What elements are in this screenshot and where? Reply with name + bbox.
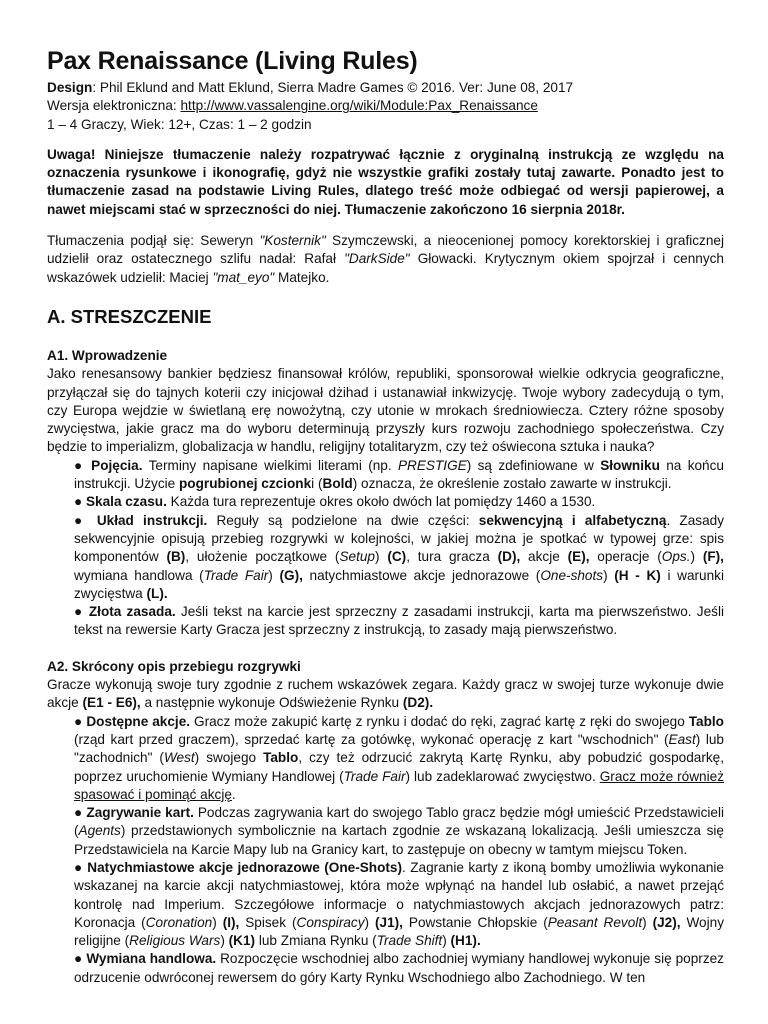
bullet-text: Terminy napisane wielkimi literami (np.: [142, 457, 398, 473]
a2-bullet-playing-cards: [47, 804, 724, 859]
bullet-bold: (I),: [222, 914, 240, 930]
bullet-label: ● Układ instrukcji.: [74, 512, 208, 528]
a2-bullet-one-shots: [47, 859, 724, 950]
bullet-text: ): [642, 914, 653, 930]
bullet-label: ● Wymiana handlowa.: [74, 951, 217, 967]
a2-intro: [47, 676, 724, 713]
bullet-label: ● Złota zasada.: [74, 604, 176, 620]
a2-bullet-trade-fair: [47, 950, 724, 987]
intro-bold: (D2).: [402, 695, 434, 711]
bullet-text: wymiana handlowa (: [74, 567, 204, 583]
bullet-text: Rozpoczęcie wschodniej albo zachodniej wymiany handlowej wykonuje się poprzez odrzucenie odwróconej rewersem do góry Karty Rynku Wschodniego albo Zachodniego. W ten: [74, 951, 724, 985]
bullet-text: .: [231, 786, 236, 802]
design-text: : Phil Eklund and Matt Eklund, Sierra Madre Games © 2016. Ver: June 08, 2017: [92, 80, 574, 95]
a2-bullet-available-actions: [47, 713, 724, 804]
a1-bullet-rules-layout: [47, 512, 724, 603]
section-a-heading: A. STRESZCZENIE: [47, 305, 212, 327]
bullet-bold: (J2),: [652, 914, 681, 930]
bullet-label: ● Zagrywanie kart.: [74, 805, 194, 821]
credits-text: Szymczewski, a nieocenionej pomocy korektorskiej i graficznej udzielił oraz ostatecznego szlifu nadał: Rafał: [47, 233, 724, 267]
players-line: 1 – 4 Graczy, Wiek: 12+, Czas: 1 – 2 godzin: [47, 116, 312, 132]
bullet-bold: (L).: [146, 585, 168, 601]
translation-warning: Uwaga! Niniejsze tłumaczenie należy rozpatrywać łącznie z oryginalną instrukcją ze względu na oznaczenia rysunkowe i ikonografię, gdyż nie wszystkie grafiki zostały tutaj zawarte. Ponadto jest to tłumaczenie zasad na podstawie Living Rules, dlatego treść może odbiegać od wersji papierowej, a nawet miejscami stać w sprzeczności do niej. Tłumaczenie zakończono 16 sierpnia 2018r.: [47, 146, 724, 217]
bullet-bold: pogrubionej czcionk: [179, 476, 312, 492]
bullet-italic: Trade Shift: [376, 933, 443, 949]
a2-heading: A2. Skrócony opis przebiegu rozgrywki: [47, 658, 301, 674]
bullet-text: ): [603, 567, 615, 583]
vassal-module-link[interactable]: http://www.vassalengine.org/wiki/Module:Pax_Renaissance: [180, 98, 538, 114]
bullet-text: ): [212, 914, 223, 930]
bullet-text: ) lub "zachodnich" (: [74, 731, 724, 766]
bullet-italic: West: [163, 750, 195, 766]
bullet-text: . Zagranie karty z ikoną bomby umożliwia wykonanie wskazanej na karcie akcji natychmiastowej, która może wpłynąć na handel lub osłabić, a nawet przejąć kontrolę nad Imperium. Szczegółowe informacje o natychmiastowych akcjach jednorazowych patrz: Koronacja (: [74, 859, 724, 930]
bullet-bold: (J1),: [375, 914, 403, 930]
bullet-text: akcje: [520, 549, 568, 565]
bullet-text: lub Zmiana Rynku (: [255, 933, 377, 949]
intro-text: a następnie wykonuje Odświeżenie Rynku: [140, 695, 403, 711]
bullet-text: Reguły są podzielone na dwie części:: [207, 512, 479, 528]
bullet-text: natychmiastowe akcje jednorazowe (: [302, 567, 541, 583]
bullet-text: i warunki zwycięstwa: [74, 567, 724, 601]
bullet-text: Jeśli tekst na karcie jest sprzeczny z zasadami instrukcji, karta ma pierwszeństwo. Jeśli tekst na rewersie Karty Gracza jest sprzeczny z instrukcją, to zasady mają pierwszeństwo.: [74, 604, 724, 638]
bullet-bold: sekwencyjną i alfabetyczną: [478, 512, 667, 528]
bullet-text: , tura gracza: [406, 549, 498, 565]
bullet-italic: One-shots: [540, 567, 604, 583]
bullet-italic: Trade Fair: [343, 768, 406, 784]
document-page: [47, 44, 724, 987]
a1-bullet-golden-rule: [47, 603, 724, 640]
bullet-bold: (E),: [567, 549, 590, 565]
bullet-bold: (H - K): [614, 567, 661, 583]
bullet-text: ): [374, 549, 388, 565]
bullet-bold: (C): [387, 549, 407, 565]
credits-text: Tłumaczenia podjął się: Seweryn: [47, 233, 260, 249]
bullet-text: Wojny religijne (: [74, 914, 724, 949]
bullet-italic: Agents: [78, 823, 121, 839]
intro-text: Gracze wykonują swoje tury zgodnie z ruchem wskazówek zegara. Każdy gracz w swojej turze wykonuje dwie akcje: [47, 677, 724, 711]
bullet-bold: (F),: [702, 549, 724, 565]
bullet-text: ): [220, 933, 229, 949]
bullet-text: ) lub zadeklarować zwycięstwo.: [405, 768, 600, 784]
bullet-bold: (H1).: [450, 933, 481, 949]
credits-nick: "DarkSide": [344, 251, 410, 267]
bullet-text: ): [442, 933, 451, 949]
bullet-text: (rząd kart przed graczem), sprzedać kartę za gotówkę, wykonać operację z kart "wschodnich" (: [74, 731, 669, 747]
bullet-text: , ułożenie początkowe (: [185, 549, 340, 565]
credits-text: Głowacki. Krytycznym okiem spojrzał i cennych wskazówek udzielił: Maciej: [47, 251, 724, 285]
bullet-bold: (K1): [228, 933, 256, 949]
bullet-italic: PRESTIGE: [397, 457, 467, 473]
bullet-italic: East: [668, 731, 696, 747]
bullet-text: Powstanie Chłopskie (: [402, 914, 548, 930]
bullet-italic: Peasant Revolt: [547, 914, 643, 930]
credits-nick: "Kosternik": [259, 233, 326, 249]
bullet-text: ): [690, 549, 703, 565]
bullet-bold: Tablo: [688, 713, 724, 729]
bullet-bold: (B): [166, 549, 186, 565]
credits-text: Matejko.: [274, 269, 330, 285]
bullet-text: na końcu instrukcji. Użycie: [74, 457, 724, 492]
bullet-label: ● Skala czasu.: [74, 494, 167, 510]
credits-nick: "mat_eyo": [212, 269, 275, 285]
bullet-text: i (: [311, 476, 323, 492]
bullet-italic: Trade Fair: [203, 567, 269, 583]
spacer: [47, 640, 724, 658]
bullet-text: Spisek (: [239, 914, 297, 930]
bullet-italic: Coronation: [145, 914, 213, 930]
bullet-italic: Ops.: [661, 549, 691, 565]
bullet-label: ● Pojęcia.: [74, 457, 143, 473]
bullet-label: ● Dostępne akcje.: [74, 713, 191, 729]
bullet-bold: (G),: [279, 567, 303, 583]
a1-bullet-timescale: [47, 493, 724, 511]
design-label: Design: [47, 80, 93, 95]
a1-bullet-concepts: [47, 457, 724, 494]
bullet-text: ) przedstawionych symbolicznie na kartach zgodnie ze wskazaną lokalizacją. Jeśli umieszcza się Przedstawiciela na Karcie Mapy lub na Granicy kart, to zastępuje on obecny w tamtym miejscu Token.: [74, 823, 724, 857]
bullet-text: . Zasady sekwencyjnie opisują przebieg rozgrywki w kolejności, w jakiej można je spotkać w typowej grze: spis komponentów: [74, 512, 724, 565]
translation-credits: [47, 232, 724, 287]
bullet-text: ): [364, 914, 375, 930]
bullet-text: , czy też odrzucić zakrytą Kartę Rynku, aby pobudzić gospodarkę, poprzez uruchomienie Wymiany Handlowej (: [74, 750, 724, 784]
design-line: [47, 79, 724, 97]
bullet-underlined: Gracz może również spasować i pominąć akcję: [74, 768, 724, 802]
bullet-text: ) są zdefiniowane w: [466, 457, 601, 473]
bullet-italic: Religious Wars: [129, 933, 221, 949]
bullet-italic: Conspiracy: [296, 914, 365, 930]
bullet-text: Każda tura reprezentuje okres około dwóch lat pomiędzy 1460 a 1530.: [166, 494, 596, 510]
bullet-bold: Słowniku: [600, 457, 660, 473]
bullet-bold: Tablo: [263, 750, 299, 766]
bullet-text: ) oznacza, że określenie zostało zawarte w instrukcji.: [352, 476, 672, 492]
bullet-text: Gracz może zakupić kartę z rynku i dodać do ręki, zagrać kartę z ręki do swojego: [190, 713, 689, 729]
bullet-text: operacje (: [589, 549, 662, 565]
bullet-text: ) swojego: [194, 750, 264, 766]
intro-bold: (E1 - E6),: [82, 695, 141, 711]
a1-heading: A1. Wprowadzenie: [47, 347, 168, 363]
bullet-text: Podczas zagrywania kart do swojego Tablo gracz będzie mógł umieścić Przedstawicieli (: [74, 805, 724, 839]
bullet-text: ): [268, 567, 280, 583]
a1-intro: Jako renesansowy bankier będziesz finansował królów, republiki, sponsorował wielkie odkrycia geograficzne, przyłączał się do tajnych koterii czy inicjował dżihad i ustanawiał inkwizycję. Twoje wybory zadecydują o tym, czy Europa wejdzie w świetlaną erę nowożytną, czy utonie w mrokach średniowiecza. Cztery różne sposoby zwycięstwa, jakie gracz ma do wyboru determinują przyszły kurs rozwoju zachodniego społeczeństwa. Czy będzie to imperializm, globalizacja w handlu, religijny totalitaryzm, czy też oświecona sztuka i nauka?: [47, 366, 724, 455]
document-title: Pax Renaissance (Living Rules): [47, 47, 418, 75]
bullet-label: ● Natychmiastowe akcje jednorazowe (One-Shots): [74, 859, 403, 875]
bullet-italic: Setup: [339, 549, 375, 565]
bullet-bold: (D),: [497, 549, 521, 565]
bullet-bold: Bold: [322, 476, 353, 492]
electronic-label: Wersja elektroniczna:: [47, 98, 181, 114]
electronic-version-line: [47, 97, 724, 115]
